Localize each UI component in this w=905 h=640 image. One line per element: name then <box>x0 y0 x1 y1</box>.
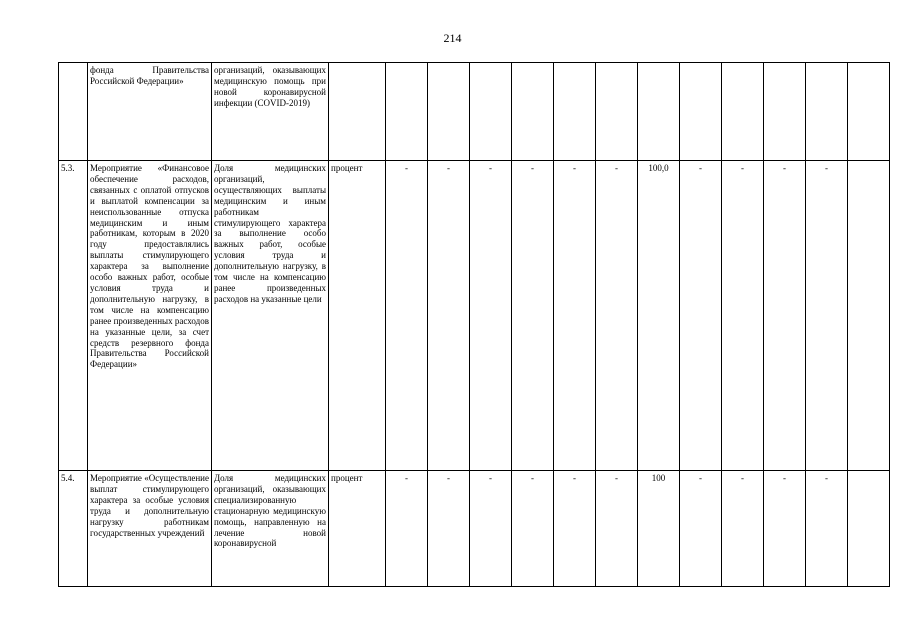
value-cell: - <box>554 161 596 471</box>
value-cell <box>638 63 680 161</box>
unit-cell <box>329 63 386 161</box>
indicator-cell: организаций, оказывающих медицинскую помощь при новой коронавирусной инфекции (COVID-2019) <box>212 63 329 161</box>
value-cell: - <box>554 471 596 587</box>
page-bottom-margin <box>0 592 905 640</box>
value-cell <box>512 63 554 161</box>
indicator-cell: Доля медицинских организаций, оказывающих специализированную стационарную медицинскую помощь, направленную на лечение новой коронавирусной <box>212 471 329 587</box>
event-cell: Мероприятие «Финансовое обеспечение расходов, связанных с оплатой отпусков и выплатой компенсации за неиспользованные отпуска медицинским и иным работникам, которым в 2020 году предоставлялись выплаты стимулирующего характера за выполнение особо важных работ, особые условия труда и дополнительную нагрузку, в том числе на компенсацию ранее произведенных расходов на указанные цели, за счет средств резервного фонда Правительства Российской Федерации» <box>88 161 212 471</box>
value-cell <box>806 63 848 161</box>
value-cell: - <box>722 471 764 587</box>
value-cell <box>470 63 512 161</box>
value-cell: 100,0 <box>638 161 680 471</box>
indicator-cell: Доля медицинских организаций, осуществляющих выплаты медицинским и иным работникам стимулирующего характера за выполнение особо важных работ, особые условия труда и дополнительную нагрузку, в том числе на компенсацию ранее произведенных расходов на указанные цели <box>212 161 329 471</box>
value-cell <box>596 63 638 161</box>
value-cell: - <box>806 161 848 471</box>
value-cell: - <box>512 161 554 471</box>
value-cell: - <box>386 471 428 587</box>
value-cell <box>848 471 890 587</box>
value-cell: - <box>512 471 554 587</box>
value-cell: - <box>806 471 848 587</box>
value-cell: - <box>764 471 806 587</box>
row-number-cell: 5.4. <box>59 471 88 587</box>
value-cell: - <box>428 471 470 587</box>
value-cell: - <box>596 471 638 587</box>
table-row <box>59 471 890 587</box>
table-row <box>59 63 890 161</box>
unit-cell: процент <box>329 471 386 587</box>
unit-cell: процент <box>329 161 386 471</box>
value-cell: - <box>470 161 512 471</box>
event-cell: Мероприятие «Осуществление выплат стимулирующего характера за особые условия труда и дополнительную нагрузку работникам государственных учреждений <box>88 471 212 587</box>
value-cell <box>848 63 890 161</box>
value-cell <box>554 63 596 161</box>
value-cell <box>722 63 764 161</box>
value-cell: - <box>680 161 722 471</box>
value-cell: - <box>470 471 512 587</box>
row-number-cell <box>59 63 88 161</box>
program-table <box>58 62 890 587</box>
value-cell: - <box>722 161 764 471</box>
value-cell: - <box>680 471 722 587</box>
row-number-cell: 5.3. <box>59 161 88 471</box>
page-number: 214 <box>443 31 462 45</box>
value-cell <box>386 63 428 161</box>
table-row <box>59 161 890 471</box>
value-cell: - <box>596 161 638 471</box>
value-cell: - <box>386 161 428 471</box>
value-cell: - <box>428 161 470 471</box>
value-cell <box>764 63 806 161</box>
value-cell <box>680 63 722 161</box>
value-cell: 100 <box>638 471 680 587</box>
value-cell: - <box>764 161 806 471</box>
value-cell <box>428 63 470 161</box>
event-cell: фонда Правительства Российской Федерации» <box>88 63 212 161</box>
value-cell <box>848 161 890 471</box>
